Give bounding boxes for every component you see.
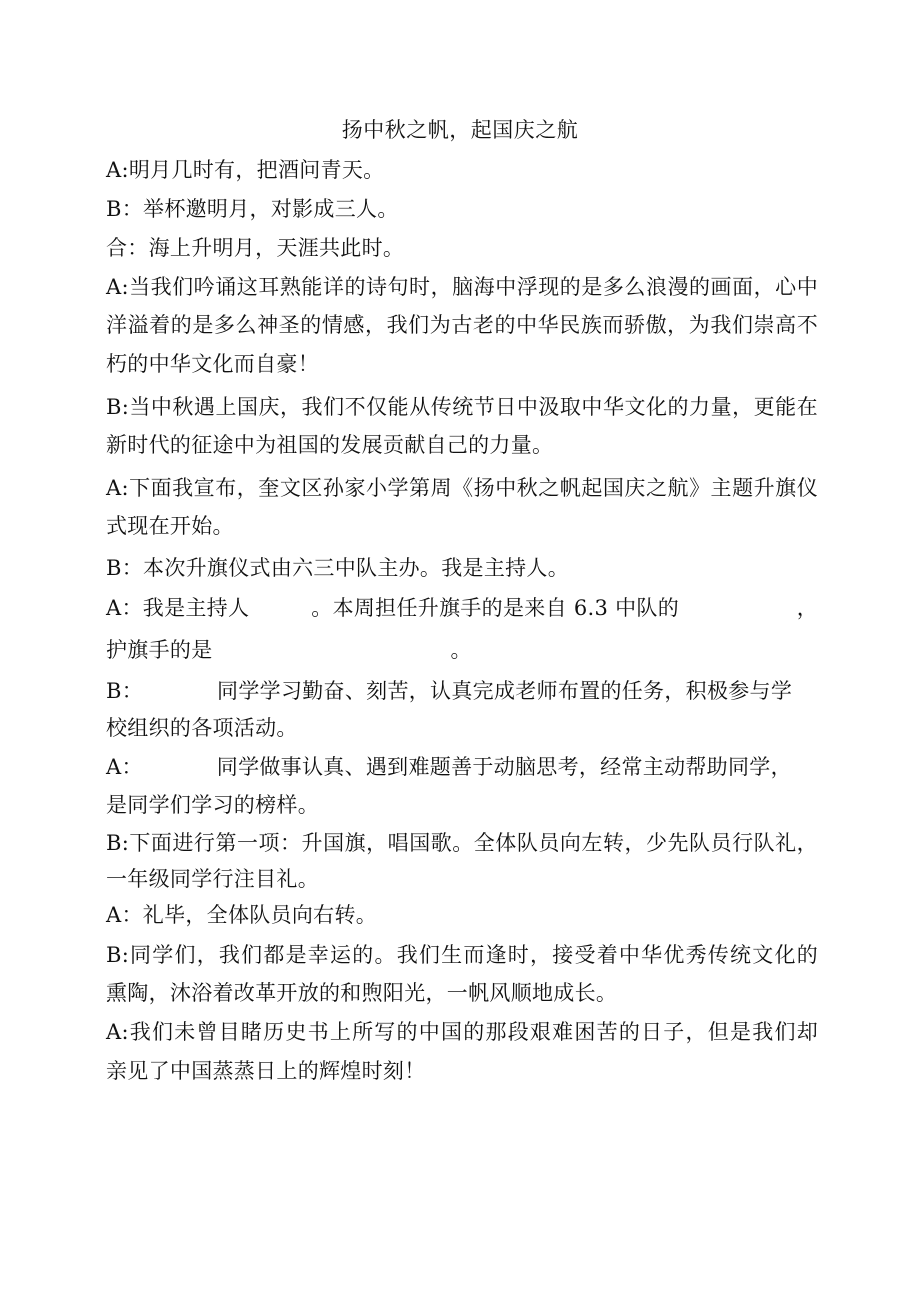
text-line: 朽的中华文化而自豪！ (106, 352, 319, 376)
text-segment: A：我是主持人 (106, 596, 250, 620)
text-line: A:下面我宣布，奎文区孙家小学第周《扬中秋之帆起国庆之航》主题升旗仪 (106, 476, 818, 500)
text-line: 是同学们学习的榜样。 (106, 793, 319, 817)
text-line: A:我们未曾目睹历史书上所写的中国的那段艰难困苦的日子，但是我们却 (106, 1020, 818, 1044)
text-line: A:当我们吟诵这耳熟能详的诗句时，脑海中浮现的是多么浪漫的画面，心中 (106, 275, 818, 299)
text-line-with-blanks (106, 592, 818, 624)
text-line-with-blanks (106, 751, 818, 783)
text-segment: 护旗手的是 (106, 638, 213, 662)
text-segment: 同学学习勤奋、刻苦，认真完成老师布置的任务，积极参与学 (217, 679, 793, 703)
text-line: 新时代的征途中为祖国的发展贡献自己的力量。 (106, 433, 554, 457)
text-line: 合：海上升明月，天涯共此时。 (106, 236, 405, 260)
text-line: 亲见了中国蒸蒸日上的辉煌时刻！ (106, 1059, 426, 1083)
text-line-with-blanks (106, 634, 818, 666)
text-line: B:当中秋遇上国庆，我们不仅能从传统节日中汲取中华文化的力量，更能在 (106, 395, 818, 419)
text-line: 洋溢着的是多么神圣的情感，我们为古老的中华民族而骄傲，为我们崇高不 (106, 313, 818, 337)
text-line: 式现在开始。 (106, 514, 234, 538)
text-segment: 同学做事认真、遇到难题善于动脑思考，经常主动帮助同学， (216, 755, 792, 779)
text-segment: ， (796, 596, 818, 620)
text-line: A：礼毕，全体队员向右转。 (106, 903, 378, 927)
document-title: 扬中秋之帆，起国庆之航 (341, 118, 579, 142)
text-line: B：本次升旗仪式由六三中队主办。我是主持人。 (106, 556, 570, 580)
text-segment: B： (106, 679, 144, 703)
text-line: 校组织的各项活动。 (106, 716, 298, 740)
text-line: 一年级同学行注目礼。 (106, 867, 319, 891)
text-line: B:同学们，我们都是幸运的。我们生而逢时，接受着中华优秀传统文化的 (106, 943, 818, 967)
text-line: B：举杯邀明月，对影成三人。 (106, 197, 399, 221)
text-line: 熏陶，沐浴着改革开放的和煦阳光，一帆风顺地成长。 (106, 981, 618, 1005)
text-segment: 。本周担任升旗手的是来自 6.3 中队的 (311, 596, 680, 620)
text-line-with-blanks (106, 675, 818, 707)
text-line: B:下面进行第一项：升国旗，唱国歌。全体队员向左转，少先队员行队礼， (106, 831, 818, 855)
text-line: A:明月几时有，把酒问青天。 (106, 158, 385, 182)
text-segment: 。 (450, 638, 472, 662)
text-segment: A： (106, 755, 143, 779)
